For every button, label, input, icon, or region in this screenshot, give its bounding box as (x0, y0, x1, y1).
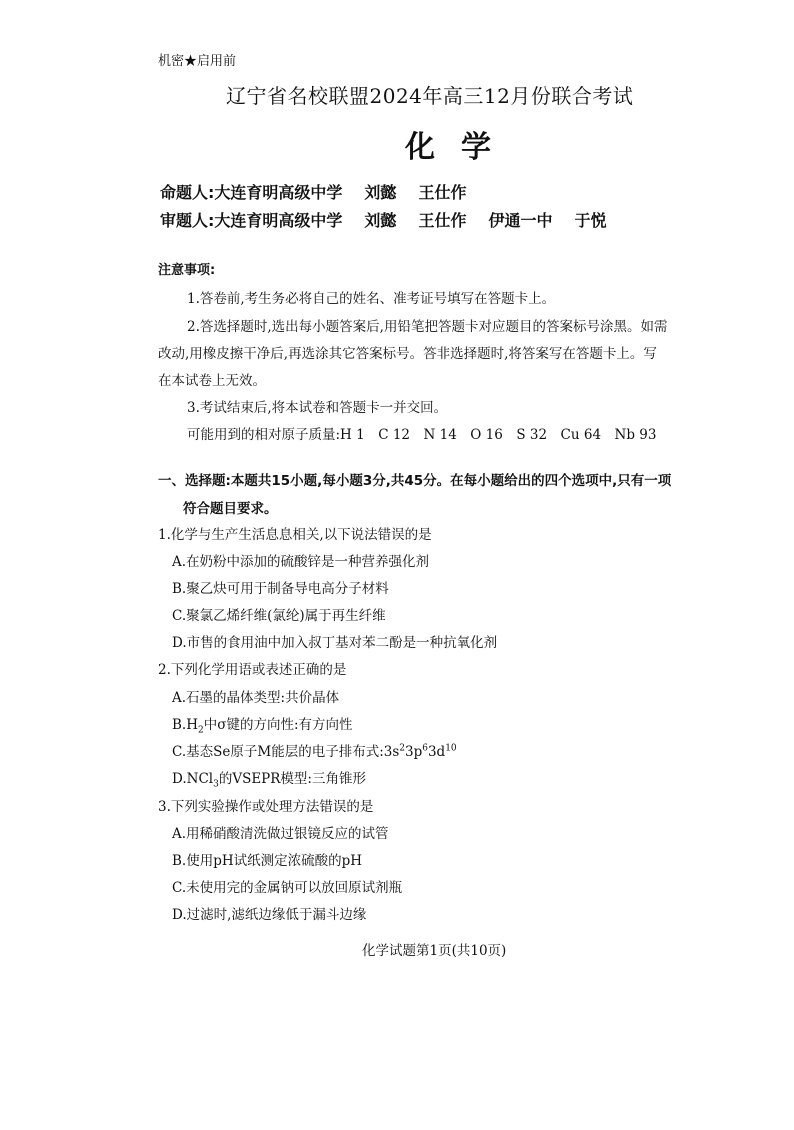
reviewer-name-2: 于悦 (574, 211, 607, 230)
question-1-option-d: D.市售的食用油中加入叔丁基对苯二酚是一种抗氧化剂 (172, 635, 498, 651)
reviewer-school: 大连育明高级中学 (214, 211, 343, 230)
page-footer: 化学试题第1页(共10页) (362, 943, 507, 959)
note-item-2-cont: 在本试卷上无效。 (158, 373, 266, 389)
question-1-option-a: A.在奶粉中添加的硫酸锌是一种营养强化剂 (172, 554, 430, 570)
question-2-option-d: D.NCl$_3$的VSEPR模型:三角锥形 (172, 771, 366, 790)
reviewer-name: 王仕作 (418, 211, 467, 230)
setter-school: 大连育明高级中学 (214, 183, 343, 202)
section-heading: 一、选择题:本题共15小题,每小题3分,共45分。在每小题给出的四个选项中,只有一项 (158, 473, 672, 489)
question-reviewers (160, 208, 606, 231)
question-3-option-b: B.使用pH试纸测定浓硫酸的pH (172, 853, 363, 869)
note-item-2: 2.答选择题时,选出每小题答案后,用铅笔把答题卡对应题目的答案标号涂黑。如需 (187, 319, 668, 335)
question-3-option-c: C.未使用完的金属钠可以放回原试剂瓶 (172, 880, 403, 896)
question-1-stem: 1.化学与生产生活息息相关,以下说法错误的是 (158, 527, 432, 543)
reviewer-school-2: 伊通一中 (488, 211, 553, 230)
subject-title: 化学 (405, 130, 517, 165)
question-2-option-b: $B.H_2$中σ键的方向性:有方向性 (172, 717, 353, 736)
question-1-option-b: B.聚乙炔可用于制备导电高分子材料 (172, 581, 389, 597)
question-3-option-a: A.用稀硝酸清洗做过银镜反应的试管 (172, 826, 389, 842)
notes-heading: 注意事项: (158, 263, 216, 278)
note-item-3: 3.考试结束后,将本试卷和答题卡一并交回。 (187, 400, 448, 416)
setter-name: 刘懿 (364, 183, 397, 202)
reviewer-label: 审题人: (160, 211, 215, 230)
note-item-1: 1.答卷前,考生务必将自己的姓名、准考证号填写在答题卡上。 (187, 291, 556, 307)
setter-name: 王仕作 (418, 183, 467, 202)
question-2-option-c: C.基态Se原子M能层的电子排布式$:3s^23p^63d^{10}$ (172, 743, 457, 760)
confidential-mark: 机密★启用前 (158, 54, 237, 69)
question-3-stem: 3.下列实验操作或处理方法错误的是 (158, 799, 374, 815)
question-3-option-d: D.过滤时,滤纸边缘低于漏斗边缘 (172, 907, 367, 923)
note-item-2-cont: 改动,用橡皮擦干净后,再选涂其它答案标号。答非选择题时,将答案写在答题卡上。写 (158, 346, 657, 362)
question-1-option-c: C.聚氯乙烯纤维(氯纶)属于再生纤维 (172, 608, 386, 624)
question-2-stem: 2.下列化学用语或表述正确的是 (158, 662, 347, 678)
question-2-option-a: A.石墨的晶体类型:共价晶体 (172, 690, 340, 706)
atomic-mass-list: 可能用到的相对原子质量:H 1 C 12 N 14 O 16 S 32 Cu 64 Nb 93 (187, 427, 657, 443)
section-heading-cont: 符合题目要求。 (183, 501, 278, 517)
question-setters (160, 180, 466, 203)
setter-label: 命题人: (160, 183, 215, 202)
reviewer-name: 刘懿 (364, 211, 397, 230)
exam-title: 辽宁省名校联盟2024年高三12月份联合考试 (226, 84, 634, 108)
